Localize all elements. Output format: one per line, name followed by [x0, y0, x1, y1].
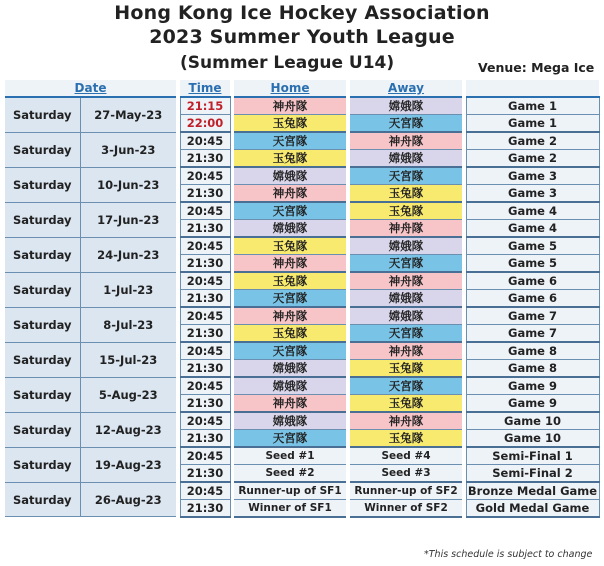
home-team: 玉兔隊 [234, 325, 346, 343]
match-date: 24-Jun-23 [80, 237, 176, 272]
match-day: Saturday [5, 412, 80, 447]
game-time: 20:45 [180, 342, 230, 360]
table-row [5, 167, 599, 185]
home-team: Runner-up of SF1 [234, 482, 346, 499]
away-team: 天宮隊 [350, 115, 462, 133]
home-team: 天宮隊 [234, 430, 346, 448]
game-time: 21:30 [180, 395, 230, 413]
game-label: Game 1 [466, 97, 599, 115]
league-title: 2023 Summer Youth League [149, 26, 455, 48]
away-team: 玉兔隊 [350, 202, 462, 220]
match-date: 15-Jul-23 [80, 342, 176, 377]
table-row [5, 482, 599, 499]
game-label: Game 8 [466, 342, 599, 360]
game-time: 20:45 [180, 482, 230, 499]
table-row [5, 272, 599, 290]
away-team: 天宮隊 [350, 167, 462, 185]
away-team: 天宮隊 [350, 377, 462, 395]
away-team: 神舟隊 [350, 342, 462, 360]
game-label: Game 2 [466, 150, 599, 168]
game-time: 21:30 [180, 220, 230, 238]
table-row [5, 307, 599, 325]
away-team: 嫦娥隊 [350, 97, 462, 115]
game-label: Game 7 [466, 325, 599, 343]
away-team: 嫦娥隊 [350, 290, 462, 308]
home-team: 天宮隊 [234, 290, 346, 308]
game-time: 20:45 [180, 412, 230, 430]
game-time: 20:45 [180, 202, 230, 220]
game-label: Semi-Final 1 [466, 447, 599, 464]
match-day: Saturday [5, 272, 80, 307]
home-team: 玉兔隊 [234, 237, 346, 255]
away-team: 神舟隊 [350, 220, 462, 238]
game-time: 22:00 [180, 115, 230, 133]
game-column-header [466, 80, 599, 97]
game-label: Game 8 [466, 360, 599, 378]
match-date: 12-Aug-23 [80, 412, 176, 447]
match-date: 17-Jun-23 [80, 202, 176, 237]
header-row [5, 80, 599, 97]
away-team: 神舟隊 [350, 412, 462, 430]
game-label: Game 3 [466, 167, 599, 185]
schedule-body [5, 97, 599, 517]
away-team: Runner-up of SF2 [350, 482, 462, 499]
game-time: 21:15 [180, 97, 230, 115]
home-team: 神舟隊 [234, 395, 346, 413]
game-label: Game 5 [466, 237, 599, 255]
away-team: 玉兔隊 [350, 185, 462, 203]
game-label: Bronze Medal Game [467, 484, 598, 499]
match-date: 1-Jul-23 [80, 272, 176, 307]
game-time: 21:30 [180, 500, 230, 517]
page-title: Hong Kong Ice Hockey Association [114, 2, 490, 24]
home-team: 天宮隊 [234, 342, 346, 360]
game-label: Game 9 [466, 395, 599, 413]
home-team: 嫦娥隊 [234, 412, 346, 430]
away-team: 嫦娥隊 [350, 150, 462, 168]
game-label: Game 4 [466, 202, 599, 220]
game-time: 20:45 [180, 132, 230, 150]
match-date: 26-Aug-23 [80, 482, 176, 517]
game-time: 21:30 [180, 290, 230, 308]
game-label: Game 10 [466, 430, 599, 448]
time-column-header: Time [180, 80, 230, 97]
home-column-header: Home [234, 80, 346, 97]
match-date: 5-Aug-23 [80, 377, 176, 412]
table-row [5, 342, 599, 360]
table-row [5, 377, 599, 395]
away-team: Winner of SF2 [350, 500, 462, 517]
home-team: 玉兔隊 [234, 115, 346, 133]
game-label: Game 6 [466, 272, 599, 290]
footnote: *This schedule is subject to change [424, 549, 593, 560]
match-day: Saturday [5, 97, 80, 132]
match-day: Saturday [5, 447, 80, 482]
game-label: Game 5 [466, 255, 599, 273]
match-day: Saturday [5, 167, 80, 202]
home-team: 神舟隊 [234, 97, 346, 115]
match-date: 3-Jun-23 [80, 132, 176, 167]
game-time: 21:30 [180, 255, 230, 273]
home-team: Seed #1 [234, 447, 346, 464]
game-label: Game 3 [466, 185, 599, 203]
away-team: 神舟隊 [350, 132, 462, 150]
match-date: 27-May-23 [80, 97, 176, 132]
home-team: 玉兔隊 [234, 150, 346, 168]
game-time: 21:30 [180, 185, 230, 203]
home-team: Winner of SF1 [234, 500, 346, 517]
game-label: Game 7 [466, 307, 599, 325]
division-subtitle: (Summer League U14) [180, 53, 395, 73]
venue-label: Venue: Mega Ice [478, 60, 595, 75]
home-team: 神舟隊 [234, 307, 346, 325]
match-day: Saturday [5, 202, 80, 237]
home-team: 神舟隊 [234, 255, 346, 273]
away-team: 神舟隊 [350, 272, 462, 290]
home-team: 嫦娥隊 [234, 377, 346, 395]
game-time: 21:30 [180, 325, 230, 343]
game-label: Game 9 [466, 377, 599, 395]
table-row [5, 237, 599, 255]
away-team: Seed #4 [350, 447, 462, 464]
game-label: Game 4 [466, 220, 599, 238]
game-time: 20:45 [180, 237, 230, 255]
game-time: 21:30 [180, 360, 230, 378]
schedule-table [5, 80, 600, 518]
away-team: Seed #3 [350, 465, 462, 482]
home-team: Seed #2 [234, 465, 346, 482]
match-day: Saturday [5, 342, 80, 377]
match-date: 8-Jul-23 [80, 307, 176, 342]
date-column-header: Date [5, 80, 176, 97]
game-time: 20:45 [180, 377, 230, 395]
away-team: 玉兔隊 [350, 395, 462, 413]
game-label: Game 10 [466, 412, 599, 430]
away-team: 玉兔隊 [350, 360, 462, 378]
match-day: Saturday [5, 307, 80, 342]
home-team: 嫦娥隊 [234, 360, 346, 378]
home-team: 嫦娥隊 [234, 167, 346, 185]
home-team: 玉兔隊 [234, 272, 346, 290]
game-label: Game 1 [466, 115, 599, 133]
match-date: 10-Jun-23 [80, 167, 176, 202]
match-day: Saturday [5, 377, 80, 412]
home-team: 神舟隊 [234, 185, 346, 203]
home-team: 天宮隊 [234, 202, 346, 220]
away-column-header: Away [350, 80, 462, 97]
game-time: 20:45 [180, 447, 230, 464]
home-team: 嫦娥隊 [234, 220, 346, 238]
game-time: 21:30 [180, 465, 230, 482]
home-team: 天宮隊 [234, 132, 346, 150]
game-time: 20:45 [180, 307, 230, 325]
away-team: 嫦娥隊 [350, 307, 462, 325]
table-row [5, 202, 599, 220]
table-row [5, 132, 599, 150]
away-team: 天宮隊 [350, 255, 462, 273]
game-label: Semi-Final 2 [466, 465, 599, 482]
match-day: Saturday [5, 482, 80, 517]
game-time: 20:45 [180, 272, 230, 290]
game-time: 21:30 [180, 430, 230, 448]
game-time: 21:30 [180, 150, 230, 168]
away-team: 玉兔隊 [350, 430, 462, 448]
game-time: 20:45 [180, 167, 230, 185]
match-day: Saturday [5, 132, 80, 167]
game-label: Game 2 [466, 132, 599, 150]
table-row [5, 97, 599, 115]
table-row [5, 412, 599, 430]
away-team: 天宮隊 [350, 325, 462, 343]
game-label: Game 6 [466, 290, 599, 308]
match-day: Saturday [5, 237, 80, 272]
match-date: 19-Aug-23 [80, 447, 176, 482]
away-team: 嫦娥隊 [350, 237, 462, 255]
game-label: Gold Medal Game [466, 500, 599, 517]
table-row [5, 447, 599, 464]
